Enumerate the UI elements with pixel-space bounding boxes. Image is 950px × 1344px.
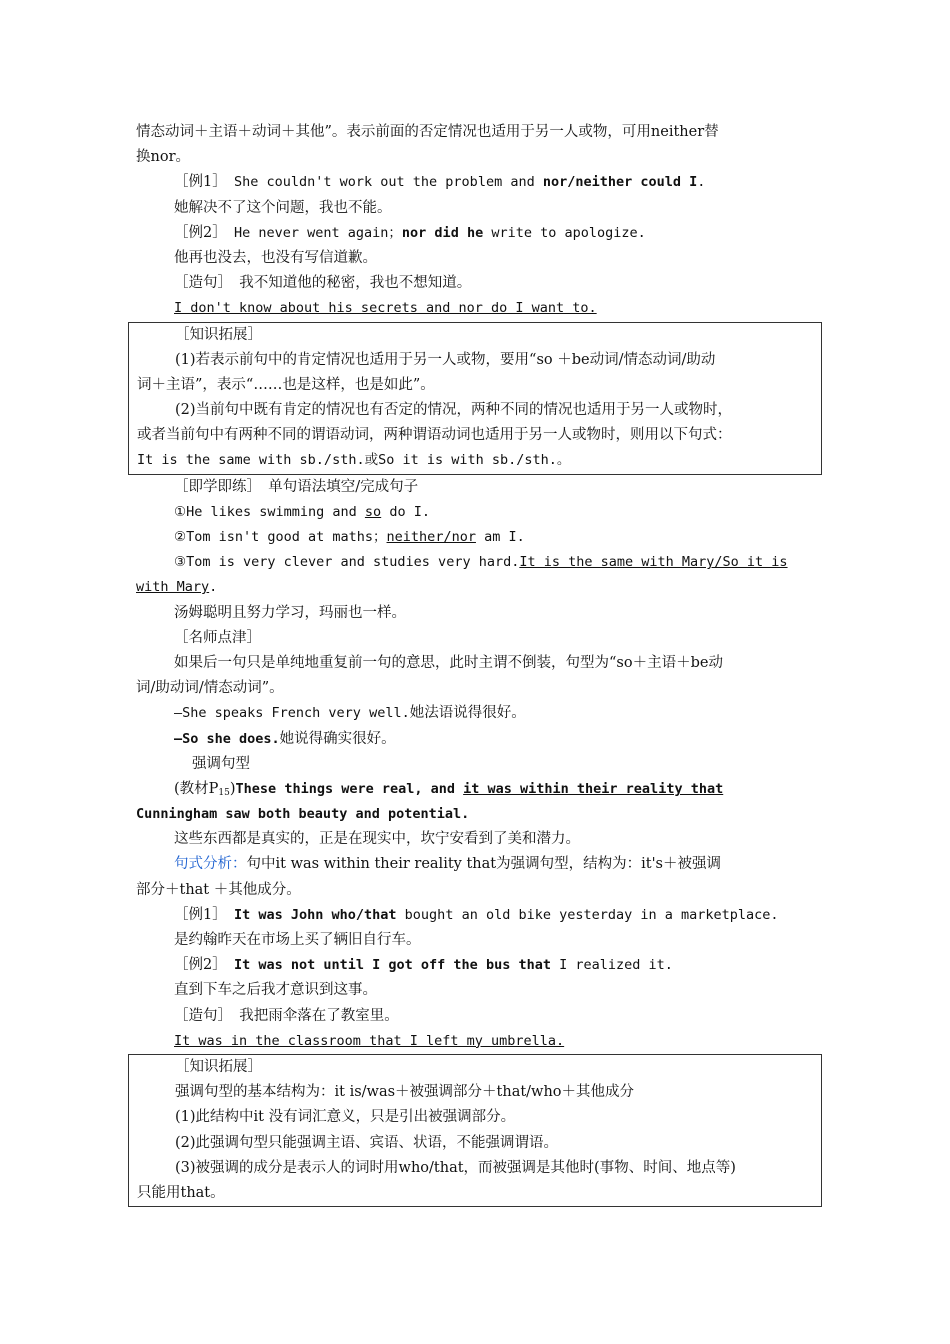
- box-line: 强调句型的基本结构为：it is/was＋被强调部分＋that/who＋其他成分: [175, 1084, 635, 1101]
- teacher-line: 如果后一句只是单纯地重复前一句的意思，此时主谓不倒装，句型为“so＋主语＋be动: [174, 654, 723, 671]
- box-line: (2)当前句中既有肯定的情况也有否定的情况，两种不同的情况也适用于另一人或物时，: [175, 402, 733, 419]
- sentence-analysis: 句式分析：句中it was within their reality that为强调句型，结构为：it's＋被强调: [174, 856, 721, 873]
- box-line: 词＋主语”，表示“……也是这样，也是如此”。: [137, 376, 435, 393]
- textbook-quote-translation: 这些东西都是真实的，正是在现实中，坎宁安看到了美和潜力。: [174, 831, 580, 848]
- box-title: ［知识拓展］: [175, 326, 262, 343]
- example-1: ［例1］ It was John who/that bought an old bike yesterday in a marketplace.: [174, 906, 779, 923]
- make-sentence-prompt: ［造句］ 我把雨伞落在了教室里。: [174, 1007, 399, 1024]
- textbook-quote: (教材$P_{15})These$ things were real, and it was within their reality that: [174, 780, 724, 798]
- example-2-translation: 他再也没去，也没有写信道歉。: [174, 249, 377, 266]
- make-sentence-prompt: ［造句］ 我不知道他的秘密，我也不想知道。: [174, 275, 472, 292]
- practice-q2: ②Tom isn't good at maths；neither/nor am I.: [174, 529, 525, 545]
- dialogue-line: —She speaks French very well.她法语说得很好。: [174, 705, 526, 722]
- box-line: 或者当前句中有两种不同的谓语动词，两种谓语动词也适用于另一人或物时，则用以下句式：: [137, 427, 732, 444]
- make-sentence-answer: I don't know about his secrets and nor do I want to.: [174, 300, 597, 317]
- example-1-translation: 是约翰昨天在市场上买了辆旧自行车。: [174, 932, 421, 948]
- dialogue-line: —So she does.她说得确实很好。: [174, 730, 396, 747]
- example-2: ［例2］ It was not until I got off the bus that I realized it.: [174, 957, 673, 974]
- knowledge-box-2: [128, 1054, 822, 1207]
- example-1: ［例1］ She couldn't work out the problem and nor/neither could I.: [174, 174, 706, 191]
- box-line: (1)若表示前句中的肯定情况也适用于另一人或物，要用“so ＋be动词/情态动词/助动: [175, 351, 716, 368]
- box-line: It is the same with sb./sth.或So it is with sb./sth.。: [137, 452, 571, 469]
- intro-line: 情态动词＋主语＋动词＋其他”。表示前面的否定情况也适用于另一人或物，可用neither替: [136, 124, 719, 140]
- textbook-quote-cont: Cunningham saw both beauty and potential.: [136, 806, 470, 823]
- box-title: ［知识拓展］: [175, 1058, 262, 1075]
- teacher-title: ［名师点津］: [174, 629, 261, 646]
- practice-q3-translation: 汤姆聪明且努力学习，玛丽也一样。: [174, 604, 406, 621]
- sentence-analysis-cont: 部分＋that ＋其他成分。: [136, 881, 301, 898]
- section-heading: 强调句型: [192, 755, 250, 772]
- document-page: [136, 120, 816, 1207]
- practice-title: ［即学即练］ 单句语法填空/完成句子: [174, 478, 419, 495]
- intro-line: 换nor。: [136, 149, 190, 166]
- practice-q1: ①He likes swimming and so do I.: [174, 503, 430, 520]
- box-line: 只能用that。: [137, 1184, 225, 1201]
- example-1-translation: 她解决不了这个问题，我也不能。: [174, 199, 392, 216]
- practice-q3-cont: with Mary.: [136, 579, 218, 596]
- make-sentence-answer: It was in the classroom that I left my umbrella.: [174, 1032, 565, 1049]
- box-line: (3)被强调的成分是表示人的词时用who/that，而被强调是其他时(事物、时间、地点等): [175, 1159, 736, 1176]
- example-2: ［例2］ He never went again；nor did he write to apologize.: [174, 224, 646, 241]
- teacher-line: 词/助动词/情态动词”。: [136, 680, 284, 697]
- box-line: (1)此结构中it 没有词汇意义，只是引出被强调部分。: [175, 1109, 516, 1126]
- knowledge-box-1: [128, 322, 822, 475]
- box-line: (2)此强调句型只能强调主语、宾语、状语，不能强调谓语。: [175, 1134, 559, 1151]
- example-2-translation: 直到下车之后我才意识到这事。: [174, 982, 377, 999]
- practice-q3: ③Tom is very clever and studies very hard.It is the same with Mary/So it is: [174, 554, 788, 571]
